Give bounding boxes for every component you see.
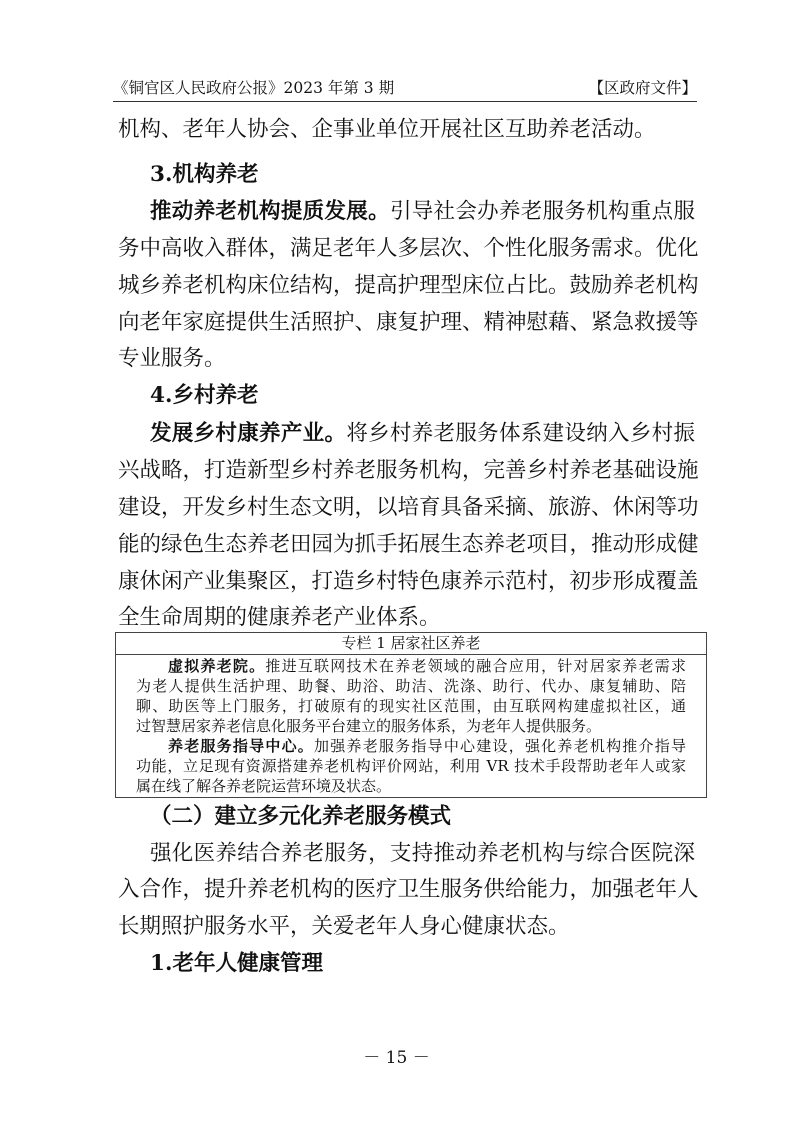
line-text: 引导社会办养老服务机构重点服: [389, 199, 695, 224]
text-line: [150, 420, 695, 448]
text-line: [136, 756, 686, 776]
line-text: 机构、老年人协会、企事业单位开展社区互助养老活动。: [118, 117, 656, 142]
bold-lead: 推动养老机构提质发展。: [150, 199, 390, 224]
text-line: [118, 272, 699, 300]
text-line: [150, 382, 695, 410]
line-text: 属在线了解各养老院运营环境及状态。: [136, 777, 392, 795]
text-line: [168, 736, 686, 756]
line-text: 兴战略，打造新型乡村养老服务机构，完善乡村养老基础设施: [118, 458, 699, 483]
line-text: 建设，开发乡村生态文明，以培育具备采摘、旅游、休闲等功: [118, 495, 699, 520]
text-line: [118, 876, 699, 904]
header-section: 【区政府文件】: [588, 79, 697, 97]
text-line: [118, 116, 695, 144]
header-rule: [113, 101, 697, 102]
text-line: [150, 198, 695, 226]
page-number: － 15 －: [363, 1048, 430, 1068]
text-line: [150, 803, 695, 831]
text-line: [118, 494, 699, 522]
text-line: [168, 656, 686, 676]
bold-lead: 1.老年人健康管理: [150, 951, 323, 976]
text-line: [118, 913, 695, 941]
bold-lead: 4.乡村养老: [150, 383, 259, 408]
line-text: 入合作，提升养老机构的医疗卫生服务供给能力，加强老年人: [118, 877, 699, 902]
text-line: [118, 235, 699, 263]
line-text: 长期照护服务水平，关爱老年人身心健康状态。: [118, 914, 570, 939]
text-line: [150, 840, 695, 868]
line-text: 功能，立足现有资源搭建养老机构评价网站，利用 VR 技术手段帮助老年人或家: [136, 757, 686, 775]
text-line: [136, 696, 686, 716]
text-line: [136, 676, 686, 696]
text-line: [118, 568, 699, 596]
line-text: 康休闲产业集聚区，打造乡村特色康养示范村，初步形成覆盖: [118, 569, 699, 594]
bold-lead: 发展乡村康养产业。: [150, 421, 347, 446]
line-text: 为老人提供生活护理、助餐、助浴、助洁、洗涤、助行、代办、康复辅助、陪: [136, 677, 686, 695]
text-line: [118, 604, 695, 632]
text-line: [118, 531, 699, 559]
line-text: 加强养老服务指导中心建设，强化养老机构推介指导: [314, 737, 686, 755]
text-line: [118, 457, 699, 485]
bold-lead: 虚拟养老院。: [168, 657, 266, 675]
text-line: [118, 309, 699, 337]
line-text: 务中高收入群体，满足老年人多层次、个性化服务需求。优化: [118, 236, 699, 261]
line-text: 强化医养结合养老服务，支持推动养老机构与综合医院深: [150, 841, 695, 866]
header-publication: 《铜官区人民政府公报》2023 年第 3 期: [113, 79, 395, 97]
line-text: 过智慧居家养老信息化服务平台建立的服务体系，为老年人提供服务。: [136, 717, 602, 735]
line-text: 全生命周期的健康养老产业体系。: [118, 605, 441, 630]
line-text: 聊、助医等上门服务，打破原有的现实社区范围，由互联网构建虚拟社区，通: [136, 697, 686, 715]
box-title: 专栏 1 居家社区养老: [116, 633, 706, 655]
text-line: [136, 716, 686, 736]
text-line: [136, 776, 686, 796]
line-text: 城乡养老机构床位结构，提高护理型床位占比。鼓励养老机构: [118, 273, 699, 298]
sidebar-box: [115, 632, 707, 798]
text-line: [150, 161, 695, 189]
text-line: [118, 345, 695, 373]
bold-lead: 养老服务指导中心。: [168, 737, 315, 755]
line-text: 专业服务。: [118, 346, 226, 371]
line-text: 将乡村养老服务体系建设纳入乡村振: [346, 421, 695, 446]
line-text: 能的绿色生态养老田园为抓手拓展生态养老项目，推动形成健: [118, 532, 699, 557]
text-line: [150, 950, 695, 978]
bold-lead: 3.机构养老: [150, 162, 259, 187]
bold-lead: （二）建立多元化养老服务模式: [150, 804, 452, 829]
line-text: 推进互联网技术在养老领域的融合应用，针对居家养老需求: [265, 657, 686, 675]
line-text: 向老年家庭提供生活照护、康复护理、精神慰藉、紧急救援等: [118, 310, 699, 335]
